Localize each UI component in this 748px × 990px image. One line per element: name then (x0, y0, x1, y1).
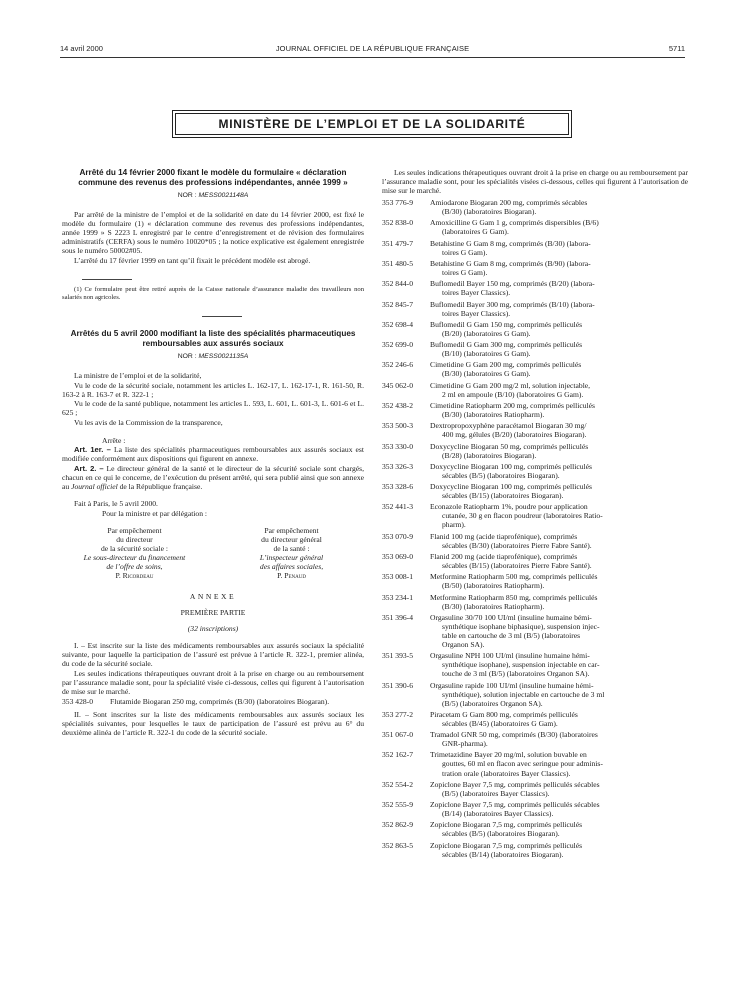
drug-description-line: Flanid 100 mg (acide tiaprofénique), comprimés (430, 531, 578, 541)
drug-description-line: Zopiclone Biogaran 7,5 mg, comprimés pelliculés (430, 840, 583, 850)
drug-description-line: Buflomedil Bayer 150 mg, comprimés (B/20) (labora- (430, 279, 595, 289)
drug-description (430, 710, 688, 728)
drug-code: 351 393-5 (382, 651, 414, 661)
partie-heading: PREMIÈRE PARTIE (180, 608, 246, 618)
drug-entry (62, 697, 364, 706)
drug-code: 352 838-0 (382, 218, 414, 228)
sig-line: de la sécurité sociale : (100, 544, 168, 553)
drug-entry (382, 218, 688, 236)
drug-entry (382, 442, 688, 460)
drug-description-line: Amiodarone Biogaran 200 mg, comprimés sécables (430, 198, 588, 208)
drug-description (430, 198, 688, 216)
art1-text: La liste des spécialités pharmaceutiques remboursables aux assurés sociaux est modifiée conformément aux dispositions qui figurent en annexe. (62, 445, 364, 464)
drug-code: 352 863-5 (382, 840, 414, 850)
drug-entry (382, 572, 688, 590)
drug-description: Flutamide Biogaran 250 mg, comprimés (B/30) (laboratoires Biogaran). (110, 696, 330, 706)
drug-entry (382, 259, 688, 277)
drug-description-line: synthétique), solution injectable en cartouche de 3 ml (442, 689, 605, 699)
drug-entry (382, 502, 688, 529)
arrete2-article1 (62, 445, 364, 463)
drug-description-line: Doxycycline Biogaran 50 mg, comprimés pelliculés (430, 441, 589, 451)
drug-description (430, 651, 688, 678)
drug-description-line: Zopiclone Biogaran 7,5 mg, comprimés pelliculés (430, 820, 583, 830)
drug-description (430, 750, 688, 777)
drug-description-line: Orgasuline rapide 100 UI/ml (insuline humaine hémi- (430, 680, 594, 690)
drug-entry (382, 381, 688, 399)
drug-description-line: Zopiclone Bayer 7,5 mg, comprimés pelliculés sécables (430, 779, 600, 789)
drug-description-line: 2 ml en ampoule (B/10) (laboratoires G Gam). (442, 389, 584, 399)
drug-code: 353 428-0 (62, 696, 94, 706)
sig-line: Par empêchement (107, 525, 162, 535)
drug-entry (382, 421, 688, 439)
drug-code: 352 555-9 (382, 800, 414, 810)
drug-description-line: touche de 3 ml (B/5) (laboratoires Organon SA). (442, 669, 590, 679)
drug-description (430, 613, 688, 649)
drug-entry (382, 651, 688, 678)
drug-entry (382, 279, 688, 297)
drug-description-line: Cimetidine G Gam 200 mg, comprimés pelliculés (430, 360, 582, 370)
art2-text-b: de la République française. (119, 481, 203, 491)
drug-description-line: sécables (B/5) (laboratoires Biogaran). (442, 470, 560, 480)
drug-code: 351 479-7 (382, 238, 414, 248)
drug-description-line: (B/30) (laboratoires G Gam). (442, 369, 531, 379)
drug-description-line: Piracetam G Gam 800 mg, comprimés pelliculés (430, 709, 578, 719)
drug-description-line: Doxycycline Biogaran 100 mg, comprimés pelliculés (430, 461, 592, 471)
drug-description-line: sécables (B/5) (laboratoires Biogaran). (442, 829, 560, 839)
arrete1-nor-label: NOR : (177, 192, 197, 200)
arrete2-intro: La ministre de l’emploi et de la solidarité, (74, 371, 202, 381)
ministry-title: MINISTÈRE DE L’EMPLOI ET DE LA SOLIDARITÉ (218, 117, 526, 131)
drug-description (430, 401, 688, 419)
arrete1-nor (62, 191, 364, 200)
drug-code: 351 067-0 (382, 730, 414, 740)
drug-description-line: sécables (B/14) (laboratoires Biogaran). (442, 849, 564, 859)
page-header (60, 44, 685, 58)
drug-description-line: Amoxicilline G Gam 1 g, comprimés dispersibles (B/6) (430, 218, 599, 228)
section1-text: I. – Est inscrite sur la liste des médicaments remboursables aux assurés sociaux la spécialité suivante, pour laquelle la participation de l’assuré est prévue à l’article R. 322-1, premier alinéa, du code de la sécurité sociale. (62, 641, 364, 669)
arrete2-article2 (62, 464, 364, 491)
drug-entry (382, 532, 688, 550)
drug-description-line: (B/5) (laboratoires Bayer Classics). (442, 788, 550, 798)
drug-description-line: toires Bayer Classics). (442, 288, 511, 298)
drug-description-line: (B/28) (laboratoires Biogaran). (442, 450, 537, 460)
drug-entry (382, 841, 688, 859)
drug-description-line: sécables (B/15) (laboratoires Pierre Fabre Santé). (442, 561, 592, 571)
sig-line: Le sous-directeur du financement (83, 553, 186, 563)
drug-description-line: (B/30) (laboratoires Ratiopharm). (442, 601, 545, 611)
drug-code: 352 699-0 (382, 340, 414, 350)
arrete2-vu: Vu les avis de la Commission de la transparence, (74, 417, 223, 427)
drug-description (430, 239, 688, 257)
annexe-heading: ANNEXE (189, 592, 237, 602)
header-date: 14 avril 2000 (60, 44, 103, 53)
drug-entry (382, 198, 688, 216)
art1-label: Art. 1er. – (74, 445, 111, 455)
footnote-rule (82, 279, 132, 280)
drug-description (430, 442, 688, 460)
arrete1-paragraph: Par arrêté de la ministre de l’emploi et de la solidarité en date du 14 février 2000, est fixé le modèle du formulaire (1) « déclaration commune des revenus des professions indépendantes, année 1999 » S 2223 L enregistré par le centre d’enregistrement et de révision des formulaires administratifs (CERFA) sous le numéro 10020*05 ; la notice explicative est également enregistrée sous le numéro 50002#05. (62, 210, 364, 256)
drug-description (430, 259, 688, 277)
drug-description-line: (B/50) (laboratoires Ratiopharm). (442, 581, 545, 591)
arrete1-footnote: (1) Ce formulaire peut être retiré auprès de la Caisse nationale d’assurance maladie des travailleurs non salariés non agricoles. (62, 286, 364, 302)
right-intro: Les seules indications thérapeutiques ouvrant droit à la prise en charge ou au remboursement par l’assurance maladie sont, pour les spécialités visées ci-dessous, celles qui figurent à l’autorisation de mise sur le marché. (382, 168, 688, 196)
drug-description-line: Dextropropoxyphène paracétamol Biogaran 30 mg/ (430, 421, 587, 431)
drug-description-line: cutanée, 30 g en flacon poudreur (laboratoires Ratio- (442, 511, 603, 521)
drug-code: 353 328-6 (382, 482, 414, 492)
drug-description (430, 532, 688, 550)
sig-line: Par empêchement (264, 525, 319, 535)
drug-code: 353 277-2 (382, 709, 414, 719)
section1-indications: Les seules indications thérapeutiques ouvrant droit à la prise en charge ou au remboursement par l’assurance maladie sont, pour la spécialité visée ci-dessous, celles qui figurent à l’autorisation de mise sur le marché. (62, 668, 364, 697)
drug-description-line: (B/20) (laboratoires G Gam). (442, 328, 531, 338)
drug-description-line: Cimetidine G Gam 200 mg/2 ml, solution injectable, (430, 380, 591, 390)
drug-description (430, 572, 688, 590)
arrete1-paragraph: L’arrêté du 17 février 1999 en tant qu’il fixait le précédent modèle est abrogé. (74, 255, 311, 265)
header-page-number: 5711 (668, 44, 685, 53)
drug-description (430, 593, 688, 611)
left-column (62, 168, 364, 737)
drug-description-line: Trimetazidine Bayer 20 mg/ml, solution buvable en (430, 750, 587, 760)
drug-code: 352 162-7 (382, 750, 414, 760)
drug-entry (382, 750, 688, 777)
art2-label: Art. 2. – (74, 463, 104, 473)
drug-entry (382, 360, 688, 378)
drug-description (430, 218, 688, 236)
signature-left (62, 526, 207, 580)
drug-code: 353 234-1 (382, 592, 414, 602)
drug-entry (382, 482, 688, 500)
signatory-name: P. Penaud (277, 571, 306, 581)
right-column (382, 168, 688, 861)
drug-code: 353 330-0 (382, 441, 414, 451)
drug-entry (382, 593, 688, 611)
drug-description-line: (B/5) (laboratoires Organon SA). (442, 698, 543, 708)
drug-code: 351 480-5 (382, 258, 414, 268)
drug-entry (382, 320, 688, 338)
arrete2-vu: Vu le code de la santé publique, notamment les articles L. 593, L. 601, L. 601-3, L. 601-6 et L. 625 ; (62, 399, 364, 418)
drug-description-line: Metformine Ratiopharm 850 mg, comprimés pelliculés (430, 592, 598, 602)
arrete2-nor (62, 352, 364, 361)
drug-code: 352 862-9 (382, 820, 414, 830)
drug-description-line: Tramadol GNR 50 mg, comprimés (B/30) (laboratoires (430, 730, 598, 740)
drug-entry (382, 552, 688, 570)
inscriptions-count: (32 inscriptions) (187, 624, 239, 634)
drug-description-line: toires G Gam). (442, 247, 488, 257)
drug-entry (382, 340, 688, 358)
drug-description-line: Flanid 200 mg (acide tiaprofénique), comprimés (430, 551, 578, 561)
drug-description-line: (B/30) (laboratoires Biogaran). (442, 207, 537, 217)
drug-entry (382, 300, 688, 318)
sig-line: du directeur général (261, 534, 322, 544)
arrete2-arrete-word: Arrête : (102, 435, 126, 445)
drug-code: 352 554-2 (382, 779, 414, 789)
drug-code: 353 070-9 (382, 531, 414, 541)
drug-code: 353 500-3 (382, 421, 414, 431)
drug-description (430, 482, 688, 500)
drug-code: 353 326-3 (382, 461, 414, 471)
drug-description (430, 421, 688, 439)
drug-description-line: Econazole Ratiopharm 1%, poudre pour application (430, 502, 588, 512)
drug-description (430, 502, 688, 529)
drug-code: 345 062-0 (382, 380, 414, 390)
drug-entry (382, 800, 688, 818)
signatures (62, 526, 364, 580)
drug-description-line: Buflomedil G Gam 150 mg, comprimés pelliculés (430, 319, 583, 329)
drug-description-line: synthétique isophane), suspension injectable en car- (442, 660, 600, 670)
drug-code: 353 069-0 (382, 551, 414, 561)
art2-journal: Journal officiel (71, 481, 118, 491)
drug-description (430, 800, 688, 818)
drug-entry (382, 681, 688, 708)
drug-description (430, 681, 688, 708)
section-separator (202, 316, 242, 317)
drug-description-line: Organon SA). (442, 639, 485, 649)
drug-description (430, 381, 688, 399)
art2-text-a: Le directeur général de la santé et le directeur de la sécurité sociale sont chargés, chacun en ce qui le concerne, de l’exécution du présent arrêté, qui sera publié ainsi que son annexe au (62, 463, 364, 491)
drug-entry (382, 780, 688, 798)
drug-code: 352 438-2 (382, 400, 414, 410)
drug-description-line: Buflomedil Bayer 300 mg, comprimés (B/10) (labora- (430, 299, 595, 309)
drug-description-line: Orgasuline 30/70 100 UI/ml (insuline humaine bémi- (430, 612, 592, 622)
drug-entry (382, 401, 688, 419)
drug-description-line: Cimetidine Ratiopharm 200 mg, comprimés pelliculés (430, 400, 595, 410)
sig-line: de l’offre de soins, (106, 562, 163, 572)
drug-code: 351 390-6 (382, 680, 414, 690)
arrete1-title: Arrêté du 14 février 2000 fixant le modèle du formulaire « déclaration commune des revenus des professions indépendantes, année 1999 » (78, 168, 348, 187)
drug-description (430, 780, 688, 798)
arrete1-nor-value: MESS0021148A (198, 192, 249, 200)
header-rule (60, 57, 685, 58)
drug-entry (382, 820, 688, 838)
sig-line: des affaires sociales, (259, 562, 324, 572)
drug-code: 352 441-3 (382, 502, 414, 512)
drug-description-line: table en cartouche de 3 ml (B/5) (laboratoires (442, 630, 581, 640)
drug-list (382, 198, 688, 859)
drug-entry (382, 239, 688, 257)
arrete2-title: Arrêtés du 5 avril 2000 modifiant la liste des spécialités pharmaceutiques remboursables aux assurés sociaux (70, 329, 356, 348)
drug-description-line: Orgasuline NPH 100 UI/ml (insuline humaine hémi- (430, 651, 590, 661)
drug-description-line: 400 mg, gélules (B/20) (laboratoires Biogaran). (442, 430, 587, 440)
drug-description (430, 462, 688, 480)
drug-code: 352 246-6 (382, 360, 414, 370)
drug-entry (382, 613, 688, 649)
drug-description-line: Zopiclone Bayer 7,5 mg, comprimés pelliculés sécables (430, 800, 600, 810)
drug-code: 352 844-0 (382, 279, 414, 289)
drug-description (430, 552, 688, 570)
signature-right (219, 526, 364, 580)
drug-description-line: sécables (B/15) (laboratoires Biogaran). (442, 491, 564, 501)
drug-description-line: GNR-pharma). (442, 739, 488, 749)
drug-description-line: gouttes, 60 ml en flacon avec seringue pour adminis- (442, 759, 603, 769)
drug-description (430, 300, 688, 318)
drug-description (430, 279, 688, 297)
drug-entry (382, 710, 688, 728)
drug-entry (382, 462, 688, 480)
drug-code: 353 776-9 (382, 198, 414, 208)
arrete2-nor-label: NOR : (177, 353, 197, 361)
ministry-title-box (172, 110, 572, 138)
drug-description-line: tration orale (laboratoires Bayer Classics). (442, 768, 571, 778)
drug-code: 353 008-1 (382, 572, 414, 582)
drug-description-line: toires Bayer Classics). (442, 308, 511, 318)
drug-description-line: Buflomedil G Gam 300 mg, comprimés pelliculés (430, 340, 583, 350)
drug-description-line: (B/14) (laboratoires Bayer Classics). (442, 809, 554, 819)
arrete2-delegation: Pour la ministre et par délégation : (102, 508, 208, 518)
drug-description-line: Betahistine G Gam 8 mg, comprimés (B/90) (labora- (430, 258, 591, 268)
drug-description-line: synthétique isophane biphasique), suspension injec- (442, 621, 600, 631)
drug-description-line: sécables (B/45) (laboratoires G Gam). (442, 718, 558, 728)
drug-description-line: (laboratoires G Gam). (442, 227, 509, 237)
signatory-name: P. Ricordeau (115, 571, 154, 581)
sig-line: L’inspecteur général (259, 553, 324, 563)
drug-description-line: (B/10) (laboratoires G Gam). (442, 349, 531, 359)
drug-description (430, 820, 688, 838)
drug-description (430, 841, 688, 859)
drug-entry (382, 730, 688, 748)
drug-description (430, 340, 688, 358)
drug-description (430, 360, 688, 378)
drug-description (430, 320, 688, 338)
drug-description-line: Betahistine G Gam 8 mg, comprimés (B/30) (labora- (430, 238, 591, 248)
drug-description-line: (B/30) (laboratoires Ratiopharm). (442, 410, 545, 419)
drug-description-line: Doxycycline Biogaran 100 mg, comprimés pelliculés (430, 482, 592, 492)
drug-description (430, 730, 688, 748)
drug-description-line: toires G Gam). (442, 268, 488, 278)
drug-description-line: sécables (B/30) (laboratoires Pierre Fabre Santé). (442, 540, 592, 550)
drug-code: 352 845-7 (382, 299, 414, 309)
arrete2-fait: Fait à Paris, le 5 avril 2000. (74, 499, 158, 509)
arrete2-nor-value: MESS0021135A (198, 353, 249, 361)
drug-code: 351 396-4 (382, 612, 414, 622)
arrete2-vu: Vu le code de la sécurité sociale, notamment les articles L. 162-17, L. 162-17-1, R. 161-50, R. 163-2 à R. 163-7 et R. 322-1 ; (62, 380, 364, 399)
section2-text: II. – Sont inscrites sur la liste des médicaments remboursables aux assurés sociaux les spécialités suivantes, pour lesquelles le taux de participation de l’assuré est prévu au 6° du deuxième alinéa de l’article R. 322-1 du code de la sécurité sociale. (62, 709, 364, 737)
drug-description-line: pharm). (442, 520, 466, 530)
drug-description-line: Metformine Ratiopharm 500 mg, comprimés pelliculés (430, 572, 598, 582)
header-journal-title: JOURNAL OFFICIEL DE LA RÉPUBLIQUE FRANÇAISE (275, 44, 470, 53)
sig-line: de la santé : (273, 544, 310, 553)
sig-line: du directeur (116, 534, 153, 544)
drug-code: 352 698-4 (382, 319, 414, 329)
